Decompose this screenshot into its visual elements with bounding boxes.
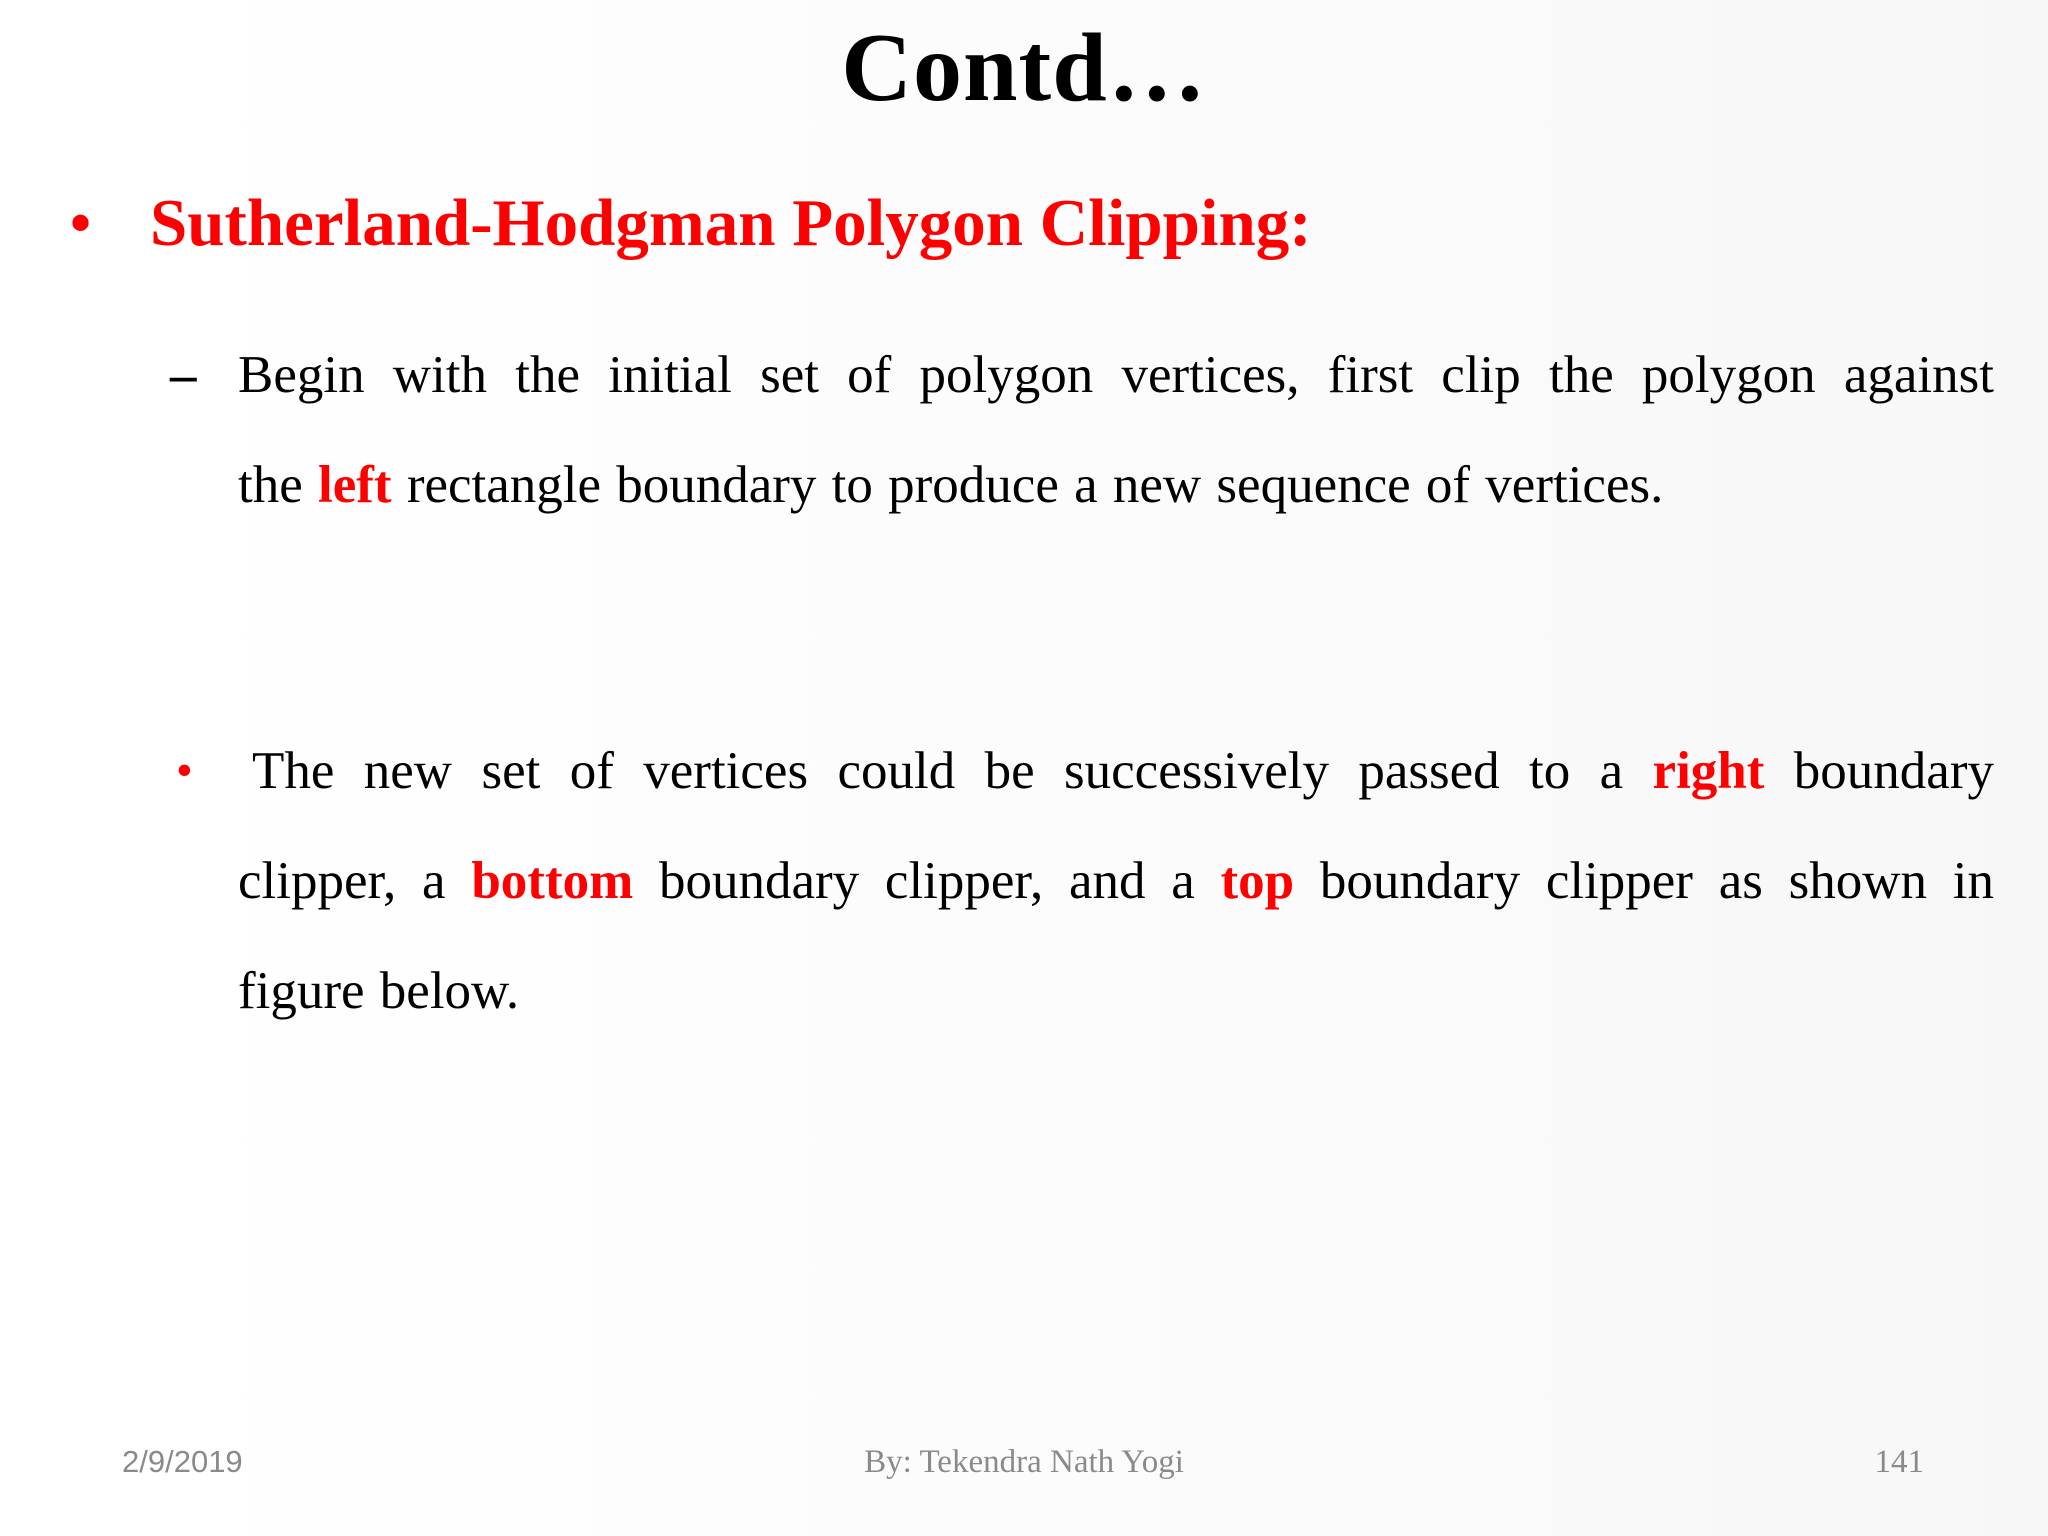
text-span: boundary [1764,742,1994,800]
dash-marker-icon: – [170,346,197,404]
paragraph-line [238,430,1994,540]
text-span: boundary clipper, and a [633,852,1221,910]
paragraph-line [238,716,1994,826]
text-span: The new set of vertices could be successively passed to a [252,742,1653,800]
highlight-left: left [318,456,392,514]
highlight-top: top [1220,852,1295,910]
paragraph-successive-clippers [238,716,1994,1046]
text-span: clipper, a [238,852,472,910]
text-span: boundary clipper as shown in [1294,852,1994,910]
highlight-right: right [1652,742,1765,800]
paragraph-left-boundary [238,320,1994,540]
footer-author: By: Tekendra Nath Yogi [864,1444,1184,1480]
heading-row [70,183,1312,263]
slide-title: Contd… [841,14,1207,122]
highlight-bottom: bottom [471,852,634,910]
footer-date: 2/9/2019 [122,1444,243,1479]
paragraph-line [238,826,1994,936]
bullet-icon: • [70,190,92,256]
text-span: rectangle boundary to produce a new sequence of vertices. [391,456,1664,514]
section-heading: Sutherland-Hodgman Polygon Clipping: [150,185,1312,260]
text-span: the [238,456,318,514]
paragraph-line: figure below. [238,962,520,1020]
bullet-icon: • [176,744,193,797]
footer-page-number: 141 [1874,1444,1924,1480]
paragraph-line: Begin with the initial set of polygon vertices, first clip the polygon against [238,346,1994,404]
